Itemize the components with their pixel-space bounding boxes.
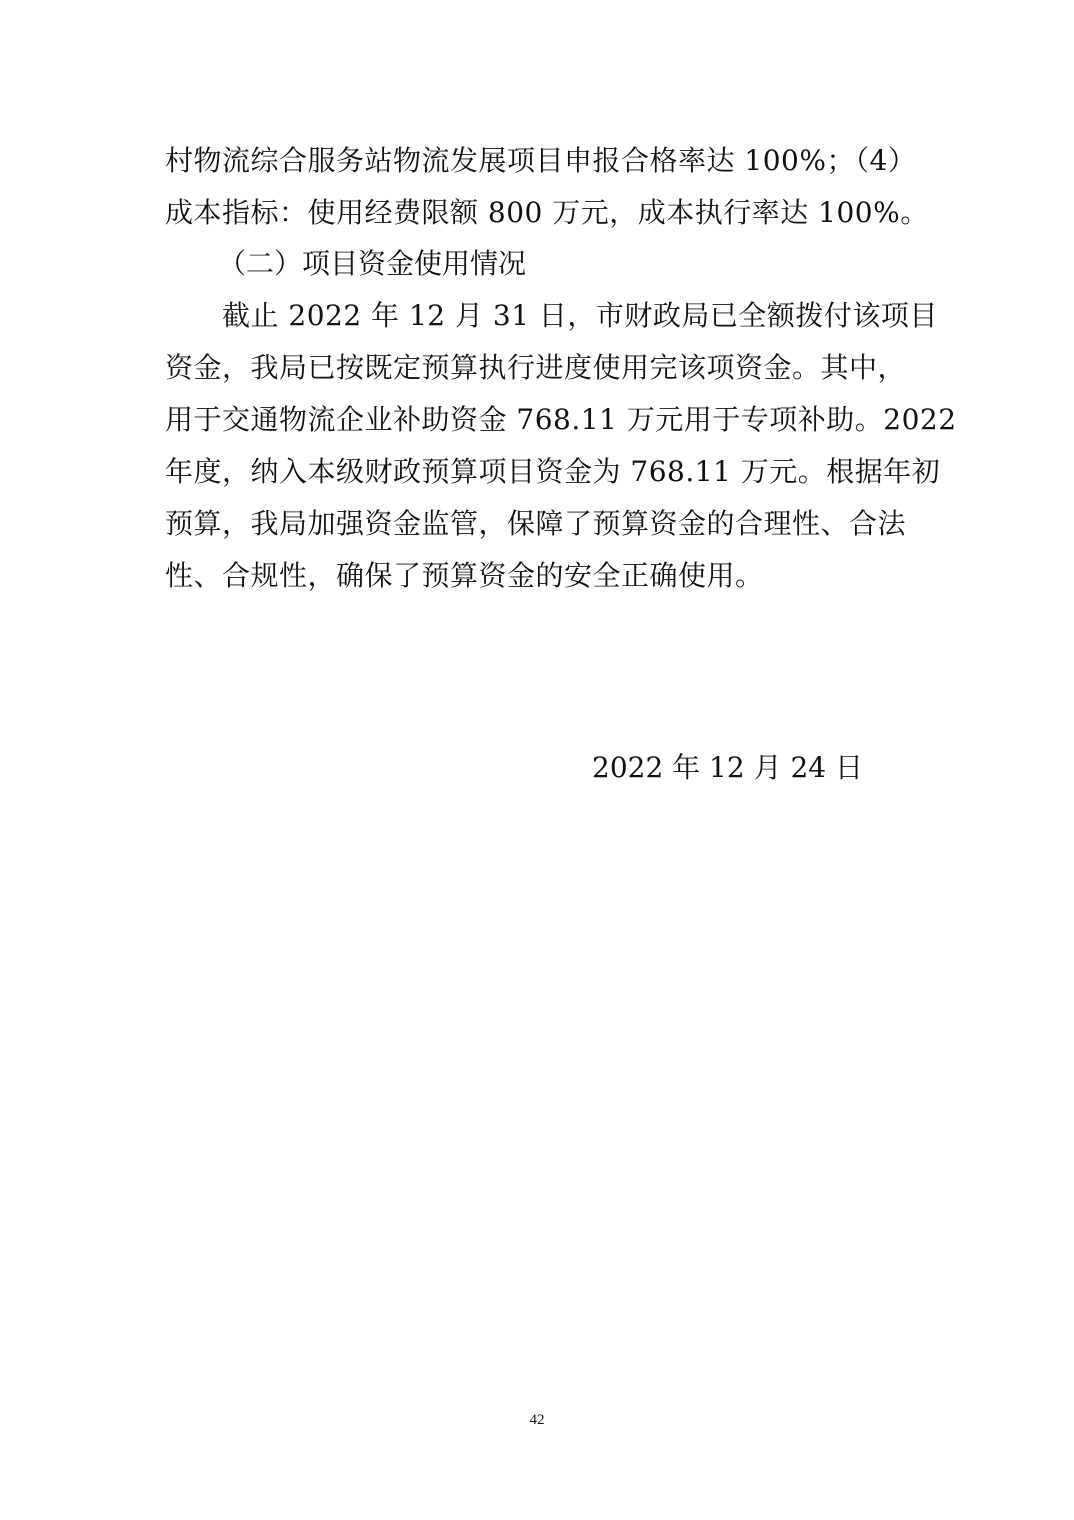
paragraph-line: 年度，纳入本级财政预算项目资金为 768.11 万元。根据年初 [165, 455, 941, 488]
paragraph-line: 成本指标：使用经费限额 800 万元，成本执行率达 100%。 [165, 196, 929, 229]
paragraph-line: 预算，我局加强资金监管，保障了预算资金的合理性、合法 [165, 507, 907, 540]
page-number: 42 [529, 1412, 545, 1428]
signature-date: 2022 年 12 月 24 日 [592, 751, 864, 784]
paragraph-line: 村物流综合服务站物流发展项目申报合格率达 100%；（4） [165, 144, 917, 177]
paragraph-continued [165, 135, 929, 239]
paragraph-line: 截止 2022 年 12 月 31 日，市财政局已全额拨付该项目 [222, 299, 938, 332]
paragraph-line: 用于交通物流企业补助资金 768.11 万元用于专项补助。2022 [165, 403, 957, 436]
paragraph-line: 资金，我局已按既定预算执行进度使用完该项资金。其中， [165, 351, 907, 384]
section-heading: （二）项目资金使用情况 [218, 247, 527, 280]
paragraph-funds [165, 290, 957, 602]
paragraph-line: 性、合规性，确保了预算资金的安全正确使用。 [165, 559, 764, 592]
